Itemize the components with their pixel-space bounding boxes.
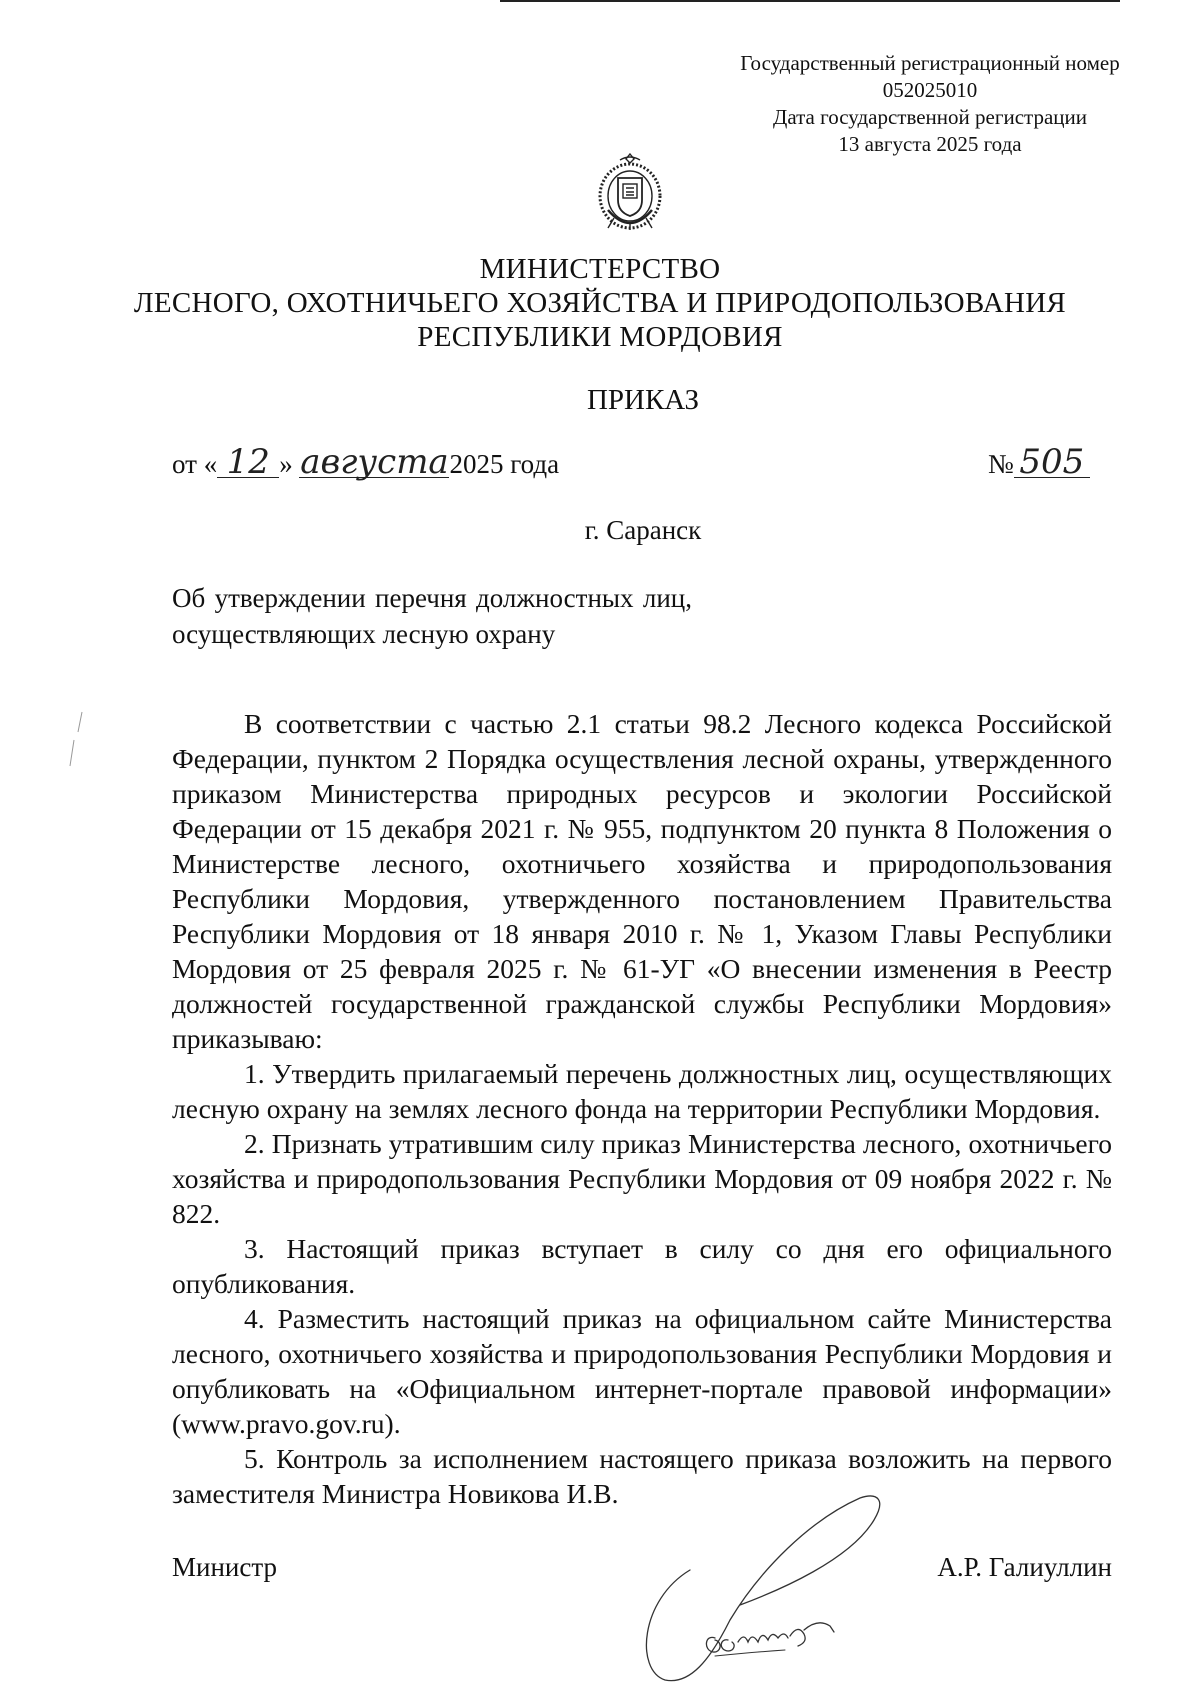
order-number <box>988 442 1090 482</box>
coat-of-arms-icon <box>590 148 670 236</box>
ministry-header <box>100 252 1100 354</box>
handwritten-day: 12 <box>217 447 279 478</box>
order-item-3: 3. Настоящий приказ вступает в силу со дня его официального опубликования. <box>172 1233 1112 1299</box>
order-item-4: 4. Разместить настоящий приказ на официальном сайте Министерства лесного, охотничьего хозяйства и природопользования Республики Мордовия и опубликовать на «Официальном интернет-портале правовой информации» (www.pravo.gov.ru). <box>172 1303 1112 1439</box>
order-subject: Об утверждении перечня должностных лиц, осуществляющих лесную охрану <box>172 583 692 649</box>
signature-block <box>172 1552 1112 1612</box>
order-item-5: 5. Контроль за исполнением настоящего приказа возложить на первого заместителя Министра Новикова И.В. <box>172 1443 1112 1509</box>
date-year: 2025 года <box>449 449 560 479</box>
signer-title: Министр <box>172 1552 277 1582</box>
number-prefix: № <box>988 449 1014 479</box>
order-body <box>172 706 1112 1511</box>
preamble-paragraph: В соответствии с частью 2.1 статьи 98.2 Лесного кодекса Российской Федерации, пунктом 2 Порядка осуществления лесной охраны, утвержденного приказом Министерства природных ресурсов и экологии Российской Федерации от 15 декабря 2021 г. № 955, подпунктом 20 пункта 8 Положения о Министерстве лесного, охотничьего хозяйства и природопользования Республики Мордовия, утвержденного постановлением Правительства Республики Мордовия от 18 января 2010 г. № 1, Указом Главы Республики Мордовия от 25 февраля 2025 г. № 61-УГ «О внесении изменения в Реестр должностей государственной гражданской службы Республики Мордовия» приказываю: <box>172 708 1112 1054</box>
date-quote-close: » <box>279 449 293 479</box>
ministry-line-2: ЛЕСНОГО, ОХОТНИЧЬЕГО ХОЗЯЙСТВА И ПРИРОДОПОЛЬЗОВАНИЯ <box>133 287 1067 319</box>
order-item-2: 2. Признать утратившим силу приказ Министерства лесного, охотничьего хозяйства и природопользования Республики Мордовия от 09 ноября 2022 г. № 822. <box>172 1128 1112 1229</box>
ministry-line-1: МИНИСТЕРСТВО <box>479 253 721 285</box>
scan-margin-mark <box>62 710 92 770</box>
registration-block <box>700 50 1160 158</box>
order-date <box>172 442 560 482</box>
document-type-title: ПРИКАЗ <box>586 384 700 416</box>
registration-number-label: Государственный регистрационный номер <box>740 51 1120 75</box>
registration-number: 052025010 <box>882 78 978 102</box>
handwritten-month: августа <box>300 442 449 482</box>
order-city: г. Саранск <box>584 515 702 545</box>
signer-name: А.Р. Галиуллин <box>937 1552 1112 1582</box>
registration-date: 13 августа 2025 года <box>838 132 1022 156</box>
ministry-line-3: РЕСПУБЛИКИ МОРДОВИЯ <box>417 321 783 353</box>
registration-date-label: Дата государственной регистрации <box>773 105 1087 129</box>
handwritten-number: 505 <box>1014 447 1090 478</box>
scan-top-border <box>500 0 1120 2</box>
date-prefix: от « <box>172 449 218 479</box>
order-item-1: 1. Утвердить прилагаемый перечень должностных лиц, осуществляющих лесную охрану на землях лесного фонда на территории Республики Мордовия. <box>172 1058 1112 1124</box>
